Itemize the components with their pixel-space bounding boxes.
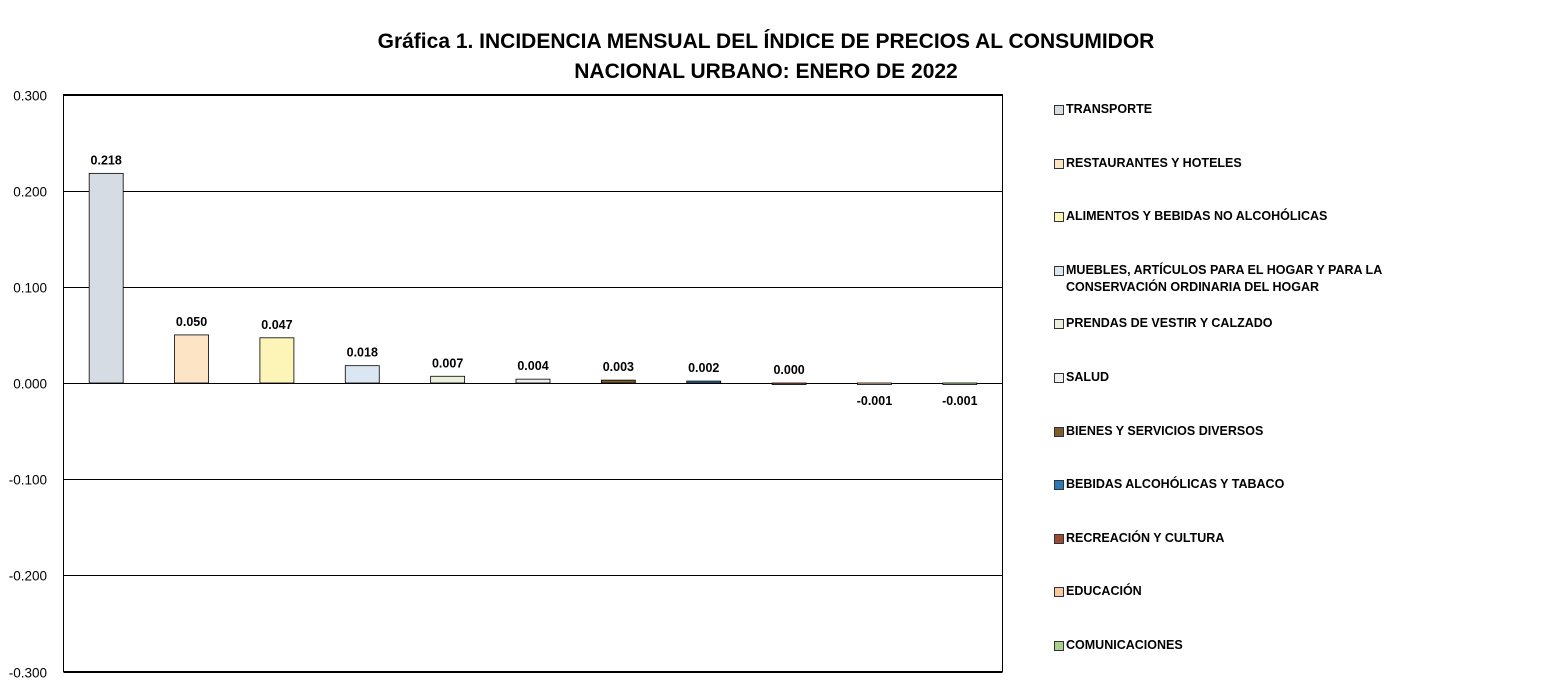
bar bbox=[601, 380, 635, 383]
legend-swatch bbox=[1054, 427, 1064, 437]
y-tick-label: 0.300 bbox=[13, 88, 47, 104]
bar bbox=[516, 379, 550, 383]
y-tick-label: 0.200 bbox=[13, 184, 47, 200]
legend-swatch bbox=[1054, 212, 1064, 222]
legend-label: PRENDAS DE VESTIR Y CALZADO bbox=[1066, 316, 1273, 331]
legend-label: TRANSPORTE bbox=[1066, 102, 1153, 116]
legend-swatch bbox=[1054, 105, 1064, 115]
legend-item bbox=[1054, 637, 1466, 654]
chart-title-line2: NACIONAL URBANO: ENERO DE 2022 bbox=[574, 60, 958, 83]
legend-swatch bbox=[1054, 159, 1064, 169]
legend-swatch bbox=[1054, 641, 1064, 651]
data-label: 0.050 bbox=[175, 314, 208, 329]
data-label: 0.000 bbox=[773, 363, 805, 377]
y-tick-label: 0.000 bbox=[13, 376, 47, 392]
bar bbox=[772, 383, 806, 385]
legend-item bbox=[1054, 530, 1466, 547]
y-tick-label: -0.300 bbox=[8, 665, 47, 681]
legend-label: COMUNICACIONES bbox=[1066, 638, 1183, 652]
legend-label: ALIMENTOS Y BEBIDAS NO ALCOHÓLICAS bbox=[1066, 209, 1328, 224]
legend-swatch bbox=[1054, 587, 1064, 597]
legend-swatch bbox=[1054, 373, 1064, 383]
legend-item bbox=[1054, 423, 1466, 440]
data-label: 0.003 bbox=[602, 360, 635, 375]
y-tick-label: -0.100 bbox=[8, 472, 47, 488]
legend-label: BIENES Y SERVICIOS DIVERSOS bbox=[1066, 423, 1264, 438]
legend-label: RECREACIÓN Y CULTURA bbox=[1066, 530, 1225, 545]
legend-swatch bbox=[1054, 534, 1064, 544]
bar bbox=[943, 383, 977, 385]
legend-label: SALUD bbox=[1066, 370, 1110, 384]
legend-item bbox=[1054, 476, 1466, 493]
y-tick-label: 0.100 bbox=[13, 280, 47, 296]
bar bbox=[345, 366, 379, 383]
legend-swatch bbox=[1054, 266, 1064, 276]
legend-item bbox=[1054, 208, 1466, 225]
legend-swatch bbox=[1054, 480, 1064, 490]
data-label: 0.007 bbox=[431, 356, 464, 371]
data-label: 0.018 bbox=[346, 345, 378, 360]
bar bbox=[431, 376, 465, 383]
chart-title-line1: Gráfica 1. INCIDENCIA MENSUAL DEL ÍNDICE DE PRECIOS AL CONSUMIDOR bbox=[377, 30, 1155, 53]
bar bbox=[260, 338, 294, 383]
legend-label: EDUCACIÓN bbox=[1066, 584, 1142, 599]
legend-item bbox=[1054, 262, 1466, 296]
legend-item bbox=[1054, 369, 1466, 386]
data-label: -0.001 bbox=[942, 394, 978, 408]
legend-label: MUEBLES, ARTÍCULOS PARA EL HOGAR Y PARA LA CONSERVACIÓN ORDINARIA DEL HOGAR bbox=[1066, 262, 1382, 294]
data-label: 0.218 bbox=[90, 153, 122, 168]
y-tick-label: -0.200 bbox=[8, 568, 47, 584]
data-label: -0.001 bbox=[856, 394, 893, 408]
legend-item bbox=[1054, 583, 1466, 600]
data-label: 0.004 bbox=[517, 359, 549, 374]
legend-label: BEBIDAS ALCOHÓLICAS Y TABACO bbox=[1066, 477, 1285, 492]
legend-item bbox=[1054, 155, 1466, 172]
legend-label: RESTAURANTES Y HOTELES bbox=[1066, 155, 1242, 170]
bar bbox=[175, 335, 209, 383]
bar bbox=[687, 381, 721, 383]
bar bbox=[857, 383, 891, 385]
data-label: 0.047 bbox=[261, 317, 293, 332]
bar bbox=[89, 173, 123, 383]
bars bbox=[89, 173, 977, 384]
legend-item bbox=[1054, 101, 1466, 118]
legend-swatch bbox=[1054, 319, 1064, 329]
y-axis-ticks bbox=[9, 89, 47, 681]
legend-item bbox=[1054, 315, 1466, 332]
data-label: 0.002 bbox=[688, 361, 720, 376]
